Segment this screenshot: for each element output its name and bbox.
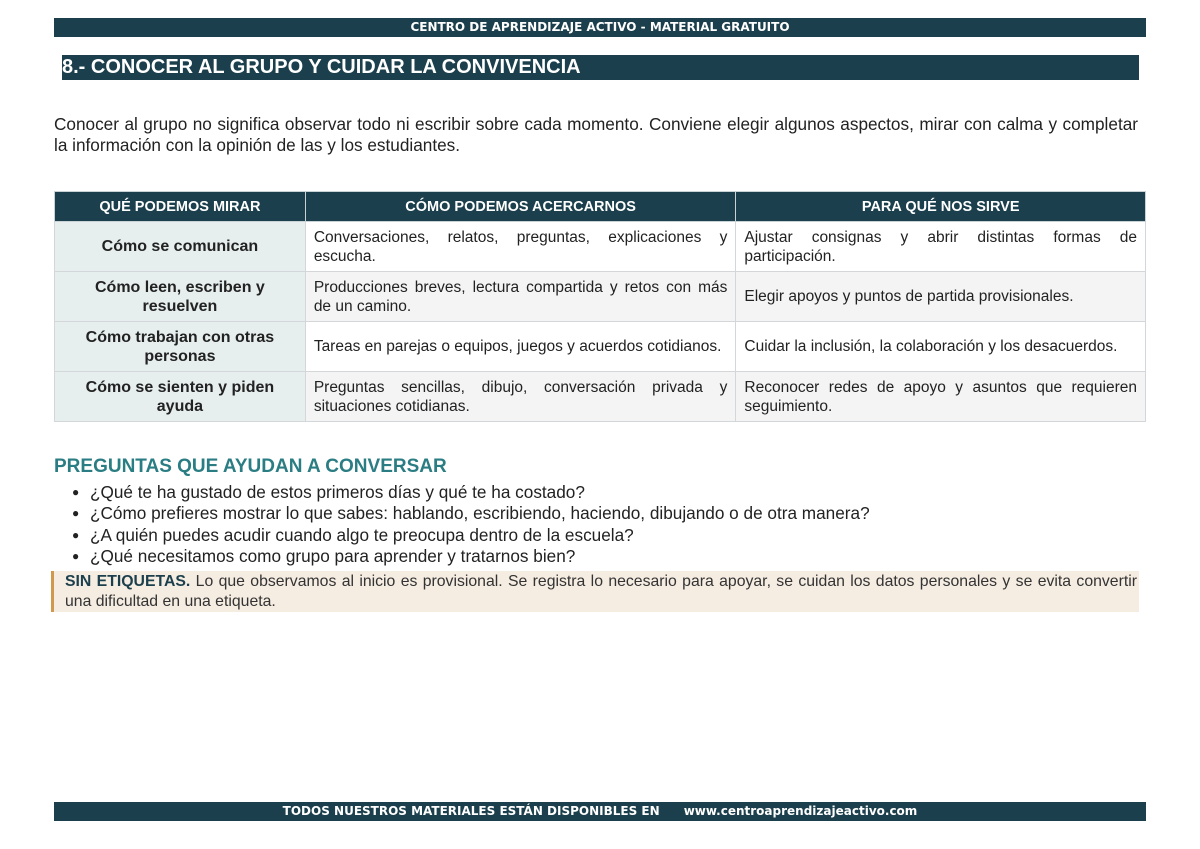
row-label: Cómo leen, escriben y resuelven [55,272,306,322]
column-header: CÓMO PODEMOS ACERCARNOS [305,192,736,222]
questions-list [72,482,870,567]
row-label: Cómo se sienten y piden ayuda [55,372,306,422]
intro-paragraph: Conocer al grupo no significa observar todo ni escribir sobre cada momento. Conviene elegir algunos aspectos, mirar con calma y completar la información con la opinión de las y los estudiantes. [54,114,1138,155]
footer-text: TODOS NUESTROS MATERIALES ESTÁN DISPONIBLES EN [282,804,660,818]
footer-banner [54,802,1146,821]
section-title: 8.- CONOCER AL GRUPO Y CUIDAR LA CONVIVENCIA [62,55,1139,80]
list-item: ● ¿Qué necesitamos como grupo para aprender y tratarnos bien? [72,546,870,567]
table-cell: Conversaciones, relatos, preguntas, explicaciones y escucha. [305,222,736,272]
table-cell: Reconocer redes de apoyo y asuntos que requieren seguimiento. [736,372,1146,422]
column-header: QUÉ PODEMOS MIRAR [55,192,306,222]
note-box [51,571,1139,612]
table-cell: Producciones breves, lectura compartida y retos con más de un camino. [305,272,736,322]
table-cell: Tareas en parejas o equipos, juegos y acuerdos cotidianos. [305,322,736,372]
table-cell: Preguntas sencillas, dibujo, conversación privada y situaciones cotidianas. [305,372,736,422]
table-cell: Elegir apoyos y puntos de partida provisionales. [736,272,1146,322]
table-row [55,272,1146,322]
list-item: ● ¿Qué te ha gustado de estos primeros días y qué te ha costado? [72,482,870,503]
table-cell: Ajustar consignas y abrir distintas formas de participación. [736,222,1146,272]
questions-heading: PREGUNTAS QUE AYUDAN A CONVERSAR [54,456,447,477]
row-label: Cómo se comunican [55,222,306,272]
table-row [55,322,1146,372]
footer-url[interactable]: www.centroaprendizajeactivo.com [683,804,918,818]
table-row [55,372,1146,422]
observation-table [54,191,1146,422]
table-cell: Cuidar la inclusión, la colaboración y los desacuerdos. [736,322,1146,372]
note-label: SIN ETIQUETAS. [65,573,191,590]
list-item: ● ¿Cómo prefieres mostrar lo que sabes: hablando, escribiendo, haciendo, dibujando o de otra manera? [72,503,870,524]
list-item: ● ¿A quién puedes acudir cuando algo te preocupa dentro de la escuela? [72,525,870,546]
header-banner: CENTRO DE APRENDIZAJE ACTIVO - MATERIAL GRATUITO [54,18,1146,37]
row-label: Cómo trabajan con otras personas [55,322,306,372]
table-header-row [55,192,1146,222]
table-row [55,222,1146,272]
note-text: Lo que observamos al inicio es provisional. Se registra lo necesario para apoyar, se cuidan los datos personales y se evita convertir una dificultad en una etiqueta. [65,573,1138,610]
column-header: PARA QUÉ NOS SIRVE [736,192,1146,222]
